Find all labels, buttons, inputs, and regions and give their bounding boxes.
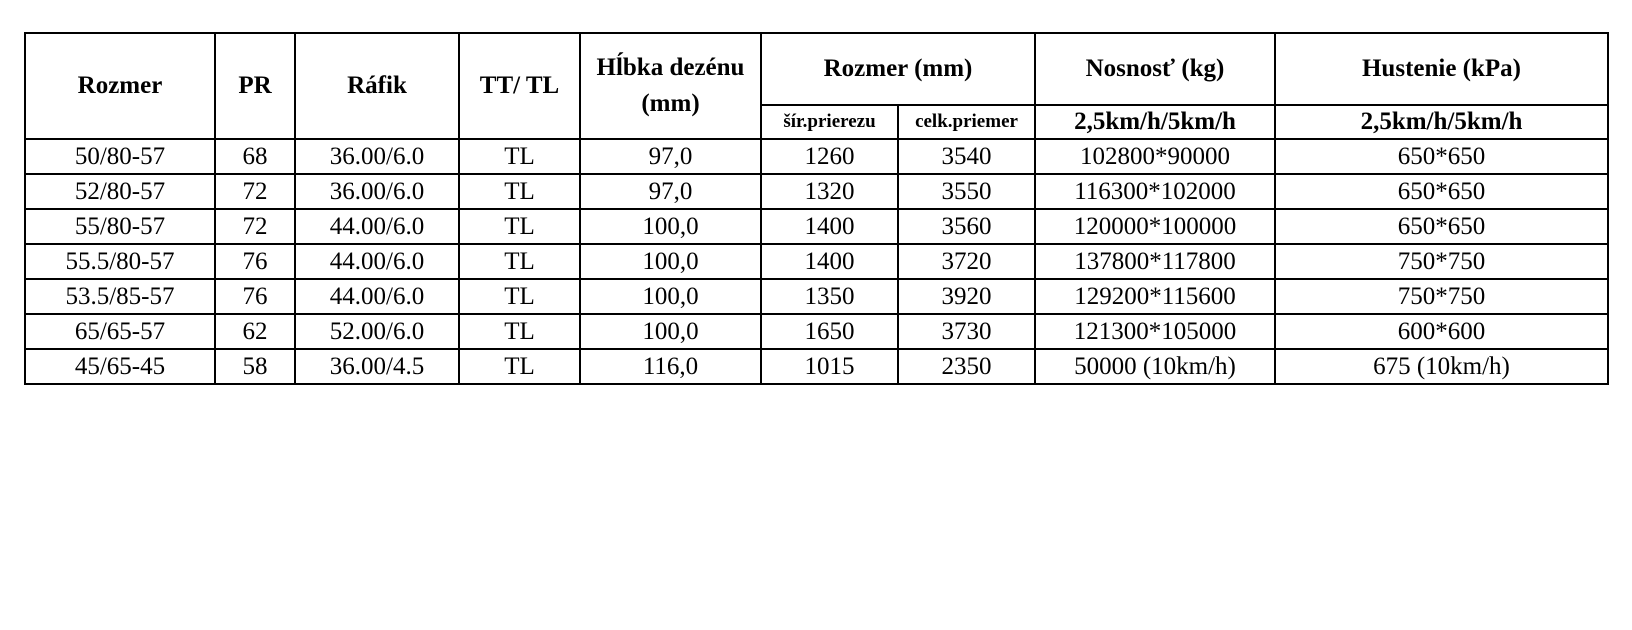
cell-rozmer: 53.5/85-57 bbox=[25, 279, 215, 314]
cell-tt-tl: TL bbox=[459, 139, 580, 174]
cell-hlbka: 116,0 bbox=[580, 349, 761, 384]
table-header bbox=[25, 33, 1608, 139]
cell-celk-priemer: 3540 bbox=[898, 139, 1035, 174]
header-tt-tl: TT/ TL bbox=[459, 33, 580, 139]
cell-rafik: 36.00/6.0 bbox=[295, 139, 459, 174]
cell-celk-priemer: 3920 bbox=[898, 279, 1035, 314]
cell-rafik: 44.00/6.0 bbox=[295, 209, 459, 244]
cell-hlbka: 100,0 bbox=[580, 314, 761, 349]
cell-nosnost: 129200*115600 bbox=[1035, 279, 1275, 314]
cell-nosnost: 120000*100000 bbox=[1035, 209, 1275, 244]
cell-hlbka: 97,0 bbox=[580, 174, 761, 209]
cell-sir-prierezu: 1350 bbox=[761, 279, 898, 314]
table-body bbox=[25, 139, 1608, 384]
cell-pr: 76 bbox=[215, 244, 295, 279]
cell-pr: 76 bbox=[215, 279, 295, 314]
cell-tt-tl: TL bbox=[459, 244, 580, 279]
cell-sir-prierezu: 1650 bbox=[761, 314, 898, 349]
cell-pr: 58 bbox=[215, 349, 295, 384]
cell-rafik: 44.00/6.0 bbox=[295, 279, 459, 314]
cell-nosnost: 50000 (10km/h) bbox=[1035, 349, 1275, 384]
cell-hustenie: 675 (10km/h) bbox=[1275, 349, 1608, 384]
header-hlbka-line1: Hĺbka dezénu bbox=[596, 54, 745, 81]
cell-rafik: 44.00/6.0 bbox=[295, 244, 459, 279]
cell-sir-prierezu: 1400 bbox=[761, 209, 898, 244]
cell-rozmer: 50/80-57 bbox=[25, 139, 215, 174]
header-hustenie-unit: 2,5km/h/5km/h bbox=[1275, 105, 1608, 139]
header-pr: PR bbox=[215, 33, 295, 139]
header-hlbka-line2: (mm) bbox=[641, 90, 700, 117]
table-row bbox=[25, 349, 1608, 384]
cell-hlbka: 100,0 bbox=[580, 209, 761, 244]
cell-pr: 72 bbox=[215, 174, 295, 209]
cell-pr: 62 bbox=[215, 314, 295, 349]
cell-rafik: 36.00/6.0 bbox=[295, 174, 459, 209]
cell-celk-priemer: 3550 bbox=[898, 174, 1035, 209]
cell-tt-tl: TL bbox=[459, 279, 580, 314]
cell-tt-tl: TL bbox=[459, 349, 580, 384]
header-hlbka-dezenu bbox=[580, 33, 761, 139]
cell-sir-prierezu: 1400 bbox=[761, 244, 898, 279]
cell-celk-priemer: 3730 bbox=[898, 314, 1035, 349]
cell-hustenie: 750*750 bbox=[1275, 279, 1608, 314]
cell-pr: 72 bbox=[215, 209, 295, 244]
cell-celk-priemer: 3720 bbox=[898, 244, 1035, 279]
cell-sir-prierezu: 1260 bbox=[761, 139, 898, 174]
cell-rozmer: 52/80-57 bbox=[25, 174, 215, 209]
cell-rozmer: 65/65-57 bbox=[25, 314, 215, 349]
table-row bbox=[25, 314, 1608, 349]
cell-hustenie: 650*650 bbox=[1275, 209, 1608, 244]
cell-hlbka: 100,0 bbox=[580, 279, 761, 314]
header-rozmer: Rozmer bbox=[25, 33, 215, 139]
cell-rafik: 52.00/6.0 bbox=[295, 314, 459, 349]
cell-hustenie: 650*650 bbox=[1275, 174, 1608, 209]
tire-spec-table bbox=[24, 32, 1609, 385]
cell-rozmer: 45/65-45 bbox=[25, 349, 215, 384]
cell-rozmer: 55/80-57 bbox=[25, 209, 215, 244]
cell-hlbka: 97,0 bbox=[580, 139, 761, 174]
cell-nosnost: 116300*102000 bbox=[1035, 174, 1275, 209]
cell-rafik: 36.00/4.5 bbox=[295, 349, 459, 384]
cell-sir-prierezu: 1320 bbox=[761, 174, 898, 209]
table-row bbox=[25, 209, 1608, 244]
header-nosnost-unit: 2,5km/h/5km/h bbox=[1035, 105, 1275, 139]
header-sir-prierezu: šír.prierezu bbox=[761, 105, 898, 139]
cell-tt-tl: TL bbox=[459, 314, 580, 349]
cell-tt-tl: TL bbox=[459, 209, 580, 244]
cell-hustenie: 650*650 bbox=[1275, 139, 1608, 174]
cell-rozmer: 55.5/80-57 bbox=[25, 244, 215, 279]
cell-hustenie: 750*750 bbox=[1275, 244, 1608, 279]
table-row bbox=[25, 174, 1608, 209]
header-celk-priemer: celk.priemer bbox=[898, 105, 1035, 139]
cell-sir-prierezu: 1015 bbox=[761, 349, 898, 384]
cell-nosnost: 137800*117800 bbox=[1035, 244, 1275, 279]
table-row bbox=[25, 139, 1608, 174]
cell-nosnost: 102800*90000 bbox=[1035, 139, 1275, 174]
cell-celk-priemer: 3560 bbox=[898, 209, 1035, 244]
header-rozmer-mm: Rozmer (mm) bbox=[761, 33, 1035, 105]
table-row bbox=[25, 279, 1608, 314]
cell-pr: 68 bbox=[215, 139, 295, 174]
header-hustenie: Hustenie (kPa) bbox=[1275, 33, 1608, 105]
cell-hlbka: 100,0 bbox=[580, 244, 761, 279]
cell-tt-tl: TL bbox=[459, 174, 580, 209]
cell-celk-priemer: 2350 bbox=[898, 349, 1035, 384]
cell-nosnost: 121300*105000 bbox=[1035, 314, 1275, 349]
cell-hustenie: 600*600 bbox=[1275, 314, 1608, 349]
table-row bbox=[25, 244, 1608, 279]
header-rafik: Ráfik bbox=[295, 33, 459, 139]
header-nosnost: Nosnosť (kg) bbox=[1035, 33, 1275, 105]
